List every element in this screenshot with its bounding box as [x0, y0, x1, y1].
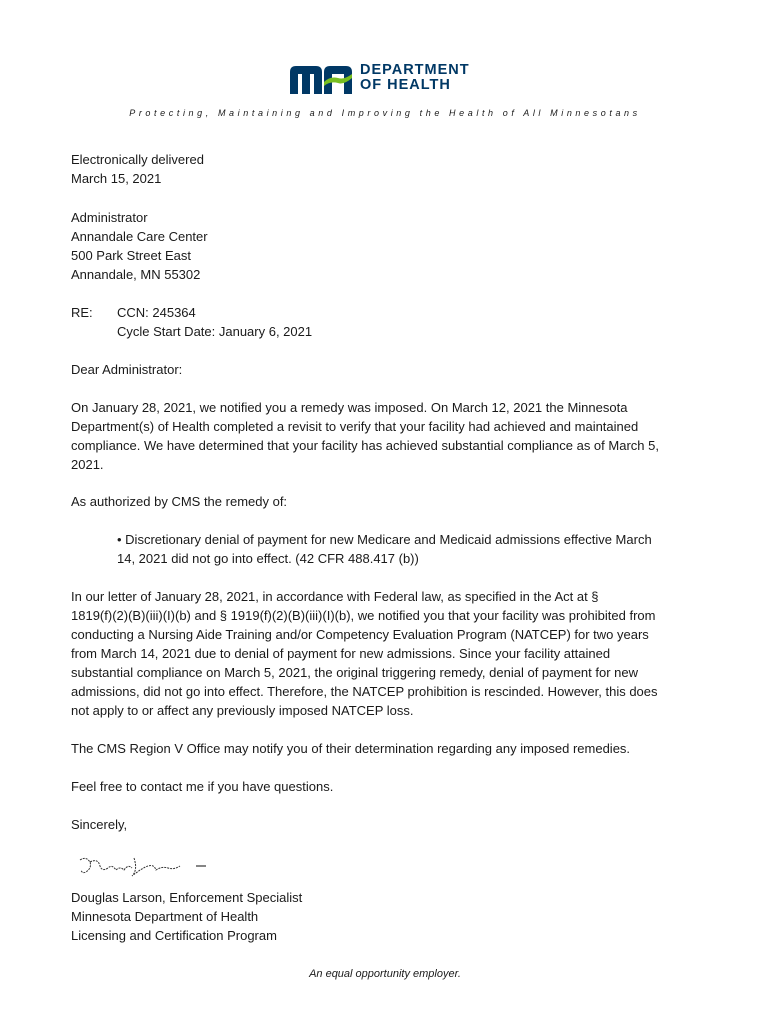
re-ccn: CCN: 245364 — [117, 305, 196, 320]
signer-program: Licensing and Certification Program — [71, 928, 277, 943]
signer-organization: Minnesota Department of Health — [71, 909, 259, 924]
recipient-address — [71, 208, 711, 284]
remedy-bullet-line: • Discretionary denial of payment for new Medicare and Medicaid admissions effective March — [117, 532, 652, 547]
re-block — [117, 303, 312, 341]
signer-block — [71, 888, 711, 945]
mn-logo-icon — [290, 64, 354, 94]
paragraph-1-line: On January 28, 2021, we notified you a remedy was imposed. On March 12, 2021 the Minnesota — [71, 400, 628, 415]
logo-line-2: OF HEALTH — [360, 77, 451, 93]
paragraph-3 — [71, 587, 731, 720]
paragraph-3-line: substantial compliance on March 5, 2021, the original triggering remedy, denial of payment for new — [71, 665, 639, 680]
paragraph-3-line: conducting a Nursing Aide Training and/or Competency Evaluation Program (NATCEP) for two years — [71, 627, 649, 642]
mdh-logo — [290, 62, 490, 96]
paragraph-2: As authorized by CMS the remedy of: — [71, 494, 288, 509]
footer-note: An equal opportunity employer. — [309, 968, 461, 980]
paragraph-3-line: admissions, did not go into effect. Therefore, the NATCEP prohibition is rescinded. However, this does — [71, 684, 658, 699]
closing: Sincerely, — [71, 817, 128, 832]
logo-text — [360, 63, 470, 93]
salutation: Dear Administrator: — [71, 362, 183, 377]
paragraph-5: Feel free to contact me if you have questions. — [71, 779, 334, 794]
re-label: RE: — [71, 305, 93, 320]
recipient-city: Annandale, MN 55302 — [71, 267, 201, 282]
remedy-bullet — [117, 530, 707, 568]
re-cycle-start: Cycle Start Date: January 6, 2021 — [117, 324, 313, 339]
paragraph-4: The CMS Region V Office may notify you of their determination regarding any imposed remedies. — [71, 741, 631, 756]
paragraph-1 — [71, 398, 711, 474]
paragraph-3-line: from March 14, 2021 due to denial of payment for new admissions. Since your facility attained — [71, 646, 611, 661]
signer-name: Douglas Larson, Enforcement Specialist — [71, 890, 303, 905]
paragraph-3-line: not apply to or affect any previously imposed NATCEP loss. — [71, 703, 414, 718]
paragraph-1-line: compliance. We have determined that your facility has achieved substantial compliance as of March 5, — [71, 438, 659, 453]
remedy-bullet-line: 14, 2021 did not go into effect. (42 CFR 488.417 (b)) — [117, 551, 419, 566]
letter-date: March 15, 2021 — [71, 171, 162, 186]
recipient-street: 500 Park Street East — [71, 248, 191, 263]
signature-image — [76, 852, 208, 880]
paragraph-3-line: In our letter of January 28, 2021, in accordance with Federal law, as specified in the Act at § — [71, 589, 599, 604]
logo-line-1: DEPARTMENT — [360, 62, 470, 78]
recipient-facility: Annandale Care Center — [71, 229, 208, 244]
tagline: Protecting, Maintaining and Improving the Health of All Minnesotans — [129, 108, 641, 118]
paragraph-3-line: 1819(f)(2)(B)(iii)(I)(b) and § 1919(f)(2)(B)(iii)(I)(b), we notified you that your facility was prohibited from — [71, 608, 656, 623]
paragraph-1-line: 2021. — [71, 457, 104, 472]
delivery-method: Electronically delivered — [71, 152, 204, 167]
paragraph-1-line: Department(s) of Health completed a revisit to verify that your facility had achieved and maintained — [71, 419, 639, 434]
recipient-title: Administrator — [71, 210, 148, 225]
delivery-block — [71, 150, 711, 188]
